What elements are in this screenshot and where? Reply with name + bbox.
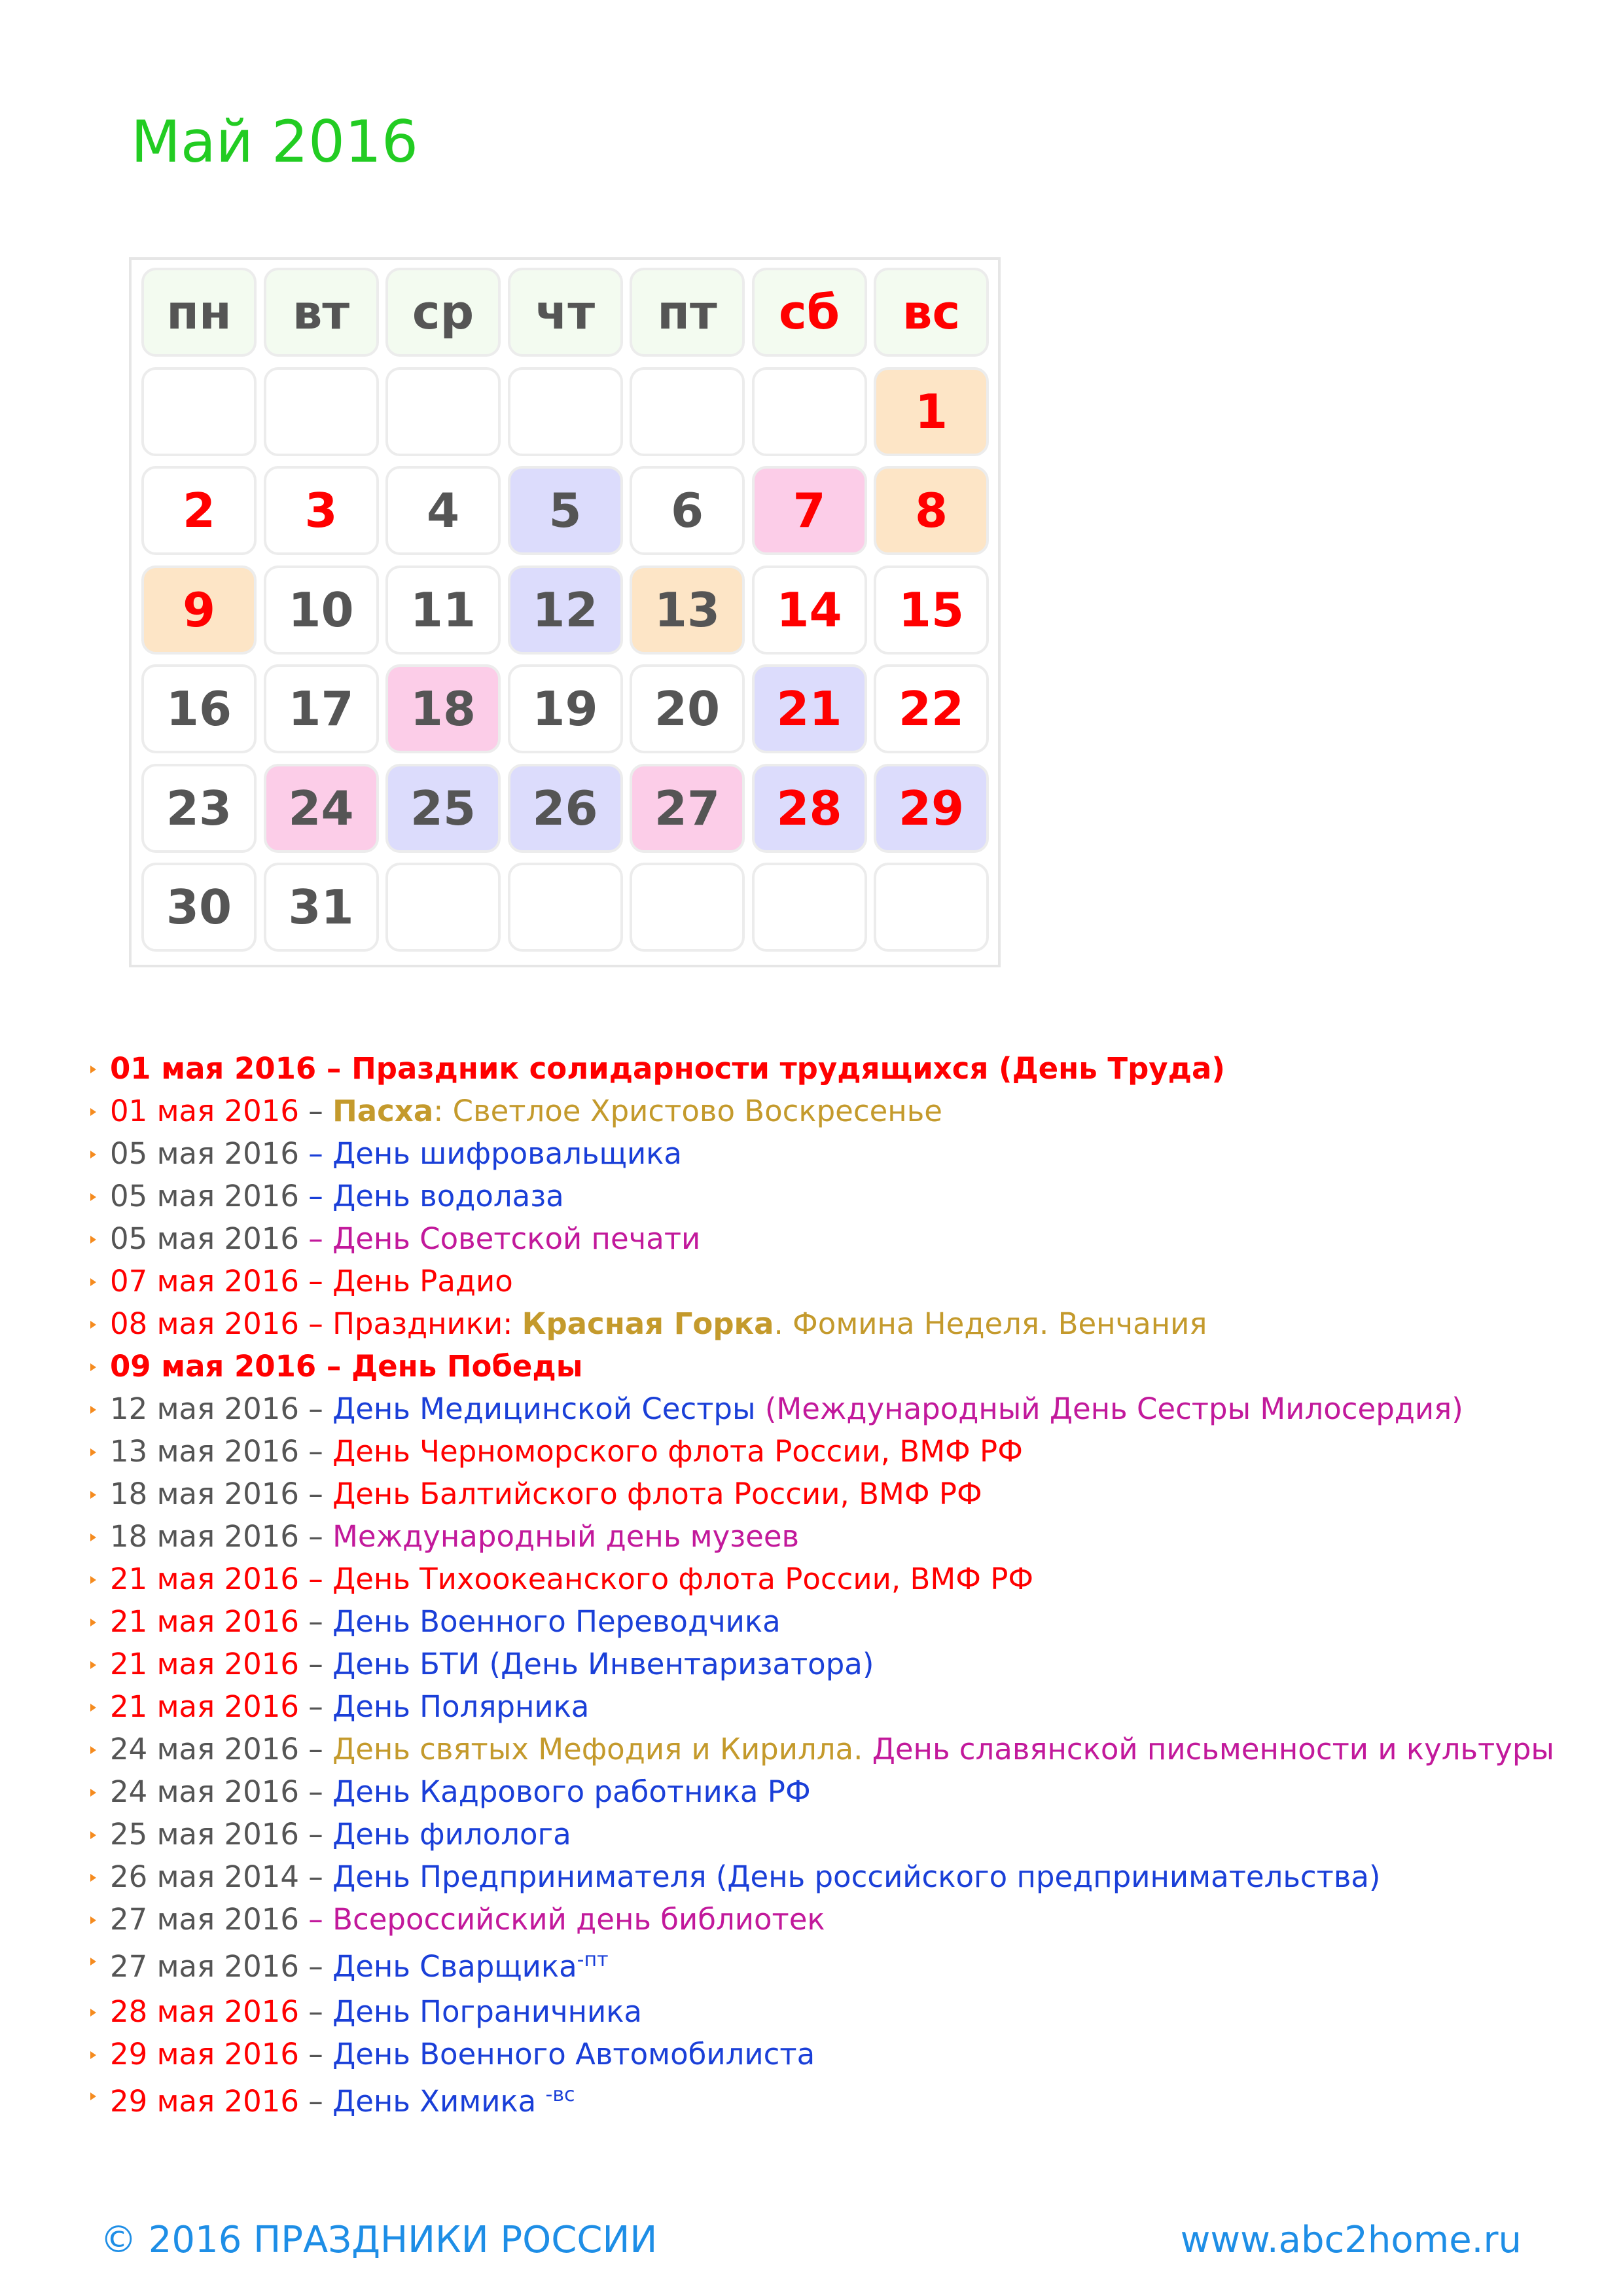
day-cell: 20 xyxy=(630,664,745,753)
event-text: 09 мая 2016 – День Победы xyxy=(110,1349,583,1384)
event-text: – День Советской печати xyxy=(298,1221,701,1256)
event-item xyxy=(90,2075,1554,2125)
day-cell: 24 xyxy=(264,764,379,853)
event-text: День Сварщика xyxy=(332,1949,577,1984)
day-cell: 13 xyxy=(630,565,745,655)
event-text: День Кадрового работника РФ xyxy=(332,1774,811,1809)
event-item xyxy=(90,1856,1554,1898)
event-text: – День водолаза xyxy=(298,1179,564,1213)
event-text: День Полярника xyxy=(332,1689,590,1724)
day-cell: 1 xyxy=(874,367,989,456)
empty-day-cell xyxy=(630,863,745,952)
event-text: (Международный День Сестры Милосердия) xyxy=(764,1391,1463,1426)
event-item xyxy=(90,1132,1554,1175)
empty-day-cell xyxy=(630,367,745,456)
event-text: 05 мая 2016 xyxy=(110,1221,299,1256)
empty-day-cell xyxy=(508,863,623,952)
weekday-header: пн xyxy=(141,268,257,357)
empty-day-cell xyxy=(385,367,501,456)
event-text: День БТИ (День Инвентаризатора) xyxy=(332,1647,874,1681)
event-text: – xyxy=(298,1094,333,1128)
event-text: – xyxy=(298,1604,333,1639)
event-text: – Всероссийский день библиотек xyxy=(308,1902,825,1937)
events-list xyxy=(90,1047,1554,2125)
day-cell: 25 xyxy=(385,764,501,853)
event-text: -пт xyxy=(577,1948,609,1971)
weekday-header: сб xyxy=(752,268,867,357)
event-item xyxy=(90,1600,1554,1643)
event-item xyxy=(90,1090,1554,1132)
day-cell: 4 xyxy=(385,466,501,555)
event-text: День филолога xyxy=(332,1817,571,1852)
day-cell: 26 xyxy=(508,764,623,853)
day-cell: 5 xyxy=(508,466,623,555)
event-item xyxy=(90,1728,1554,1770)
day-cell: 10 xyxy=(264,565,379,655)
day-cell: 7 xyxy=(752,466,867,555)
event-text: Красная Горка xyxy=(522,1306,774,1341)
page-title: Май 2016 xyxy=(131,108,418,175)
event-text: 26 мая 2014 – xyxy=(110,1859,333,1894)
event-text: Международный день музеев xyxy=(332,1519,800,1554)
event-text: 27 мая 2016 – xyxy=(110,1949,333,1984)
empty-day-cell xyxy=(385,863,501,952)
event-item xyxy=(90,1217,1554,1260)
day-cell: 27 xyxy=(630,764,745,853)
event-text: Пасха xyxy=(332,1094,434,1128)
event-text: День Предпринимателя (День российского предпринимательства) xyxy=(332,1859,1381,1894)
event-item xyxy=(90,1685,1554,1728)
event-text: -вс xyxy=(545,2083,575,2106)
day-cell: 18 xyxy=(385,664,501,753)
event-text: 21 мая 2016 xyxy=(110,1689,299,1724)
event-item xyxy=(90,1175,1554,1217)
event-text: 21 мая 2016 – День Тихоокеанского флота России, ВМФ РФ xyxy=(110,1562,1034,1596)
event-text: – xyxy=(298,2084,333,2119)
event-text: 29 мая 2016 xyxy=(110,2084,299,2119)
day-cell: 21 xyxy=(752,664,867,753)
event-text: 28 мая 2016 xyxy=(110,1994,299,2029)
day-cell: 19 xyxy=(508,664,623,753)
event-item xyxy=(90,1770,1554,1813)
event-text: 25 мая 2016 – xyxy=(110,1817,333,1852)
footer-copyright: © 2016 ПРАЗДНИКИ РОССИИ xyxy=(100,2219,658,2261)
event-text: . Фомина Неделя. Венчания xyxy=(774,1306,1207,1341)
day-cell: 3 xyxy=(264,466,379,555)
event-item xyxy=(90,1813,1554,1856)
event-item xyxy=(90,1260,1554,1302)
empty-day-cell xyxy=(141,367,257,456)
day-cell: 14 xyxy=(752,565,867,655)
day-cell: 6 xyxy=(630,466,745,555)
day-cell: 15 xyxy=(874,565,989,655)
day-cell: 16 xyxy=(141,664,257,753)
event-text: 12 мая 2016 – xyxy=(110,1391,333,1426)
empty-day-cell xyxy=(752,367,867,456)
event-item xyxy=(90,1898,1554,1941)
event-text: 18 мая 2016 – xyxy=(110,1519,333,1554)
event-text: День Военного Переводчика xyxy=(332,1604,781,1639)
event-text: – xyxy=(298,1689,333,1724)
event-text: День Военного Автомобилиста xyxy=(332,2037,815,2072)
event-text: 21 мая 2016 xyxy=(110,1647,299,1681)
event-text: – xyxy=(298,1647,333,1681)
day-cell: 9 xyxy=(141,565,257,655)
event-text: – xyxy=(298,1994,333,2029)
event-text: 13 мая 2016 – xyxy=(110,1434,333,1469)
event-item xyxy=(90,1302,1554,1345)
event-item xyxy=(90,1558,1554,1600)
calendar-grid xyxy=(129,257,1001,967)
event-text: День Пограничника xyxy=(332,1994,643,2029)
day-cell: 23 xyxy=(141,764,257,853)
day-cell: 22 xyxy=(874,664,989,753)
day-cell: 12 xyxy=(508,565,623,655)
event-text: День славянской письменности и культуры xyxy=(872,1732,1554,1767)
event-text: День святых Мефодия и Кирилла. xyxy=(332,1732,872,1767)
weekday-header: пт xyxy=(630,268,745,357)
weekday-header: чт xyxy=(508,268,623,357)
event-text: 08 мая 2016 – Праздники: xyxy=(110,1306,522,1341)
footer-website[interactable]: www.abc2home.ru xyxy=(1180,2219,1522,2261)
event-text: 21 мая 2016 xyxy=(110,1604,299,1639)
day-cell: 11 xyxy=(385,565,501,655)
event-text: 27 мая 2016 xyxy=(110,1902,309,1937)
event-text: 29 мая 2016 xyxy=(110,2037,299,2072)
day-cell: 8 xyxy=(874,466,989,555)
day-cell: 17 xyxy=(264,664,379,753)
event-item xyxy=(90,1990,1554,2033)
empty-day-cell xyxy=(874,863,989,952)
event-item xyxy=(90,1047,1554,1090)
event-item xyxy=(90,1515,1554,1558)
event-item xyxy=(90,1388,1554,1430)
empty-day-cell xyxy=(508,367,623,456)
event-text: День Балтийского флота России, ВМФ РФ xyxy=(332,1477,982,1511)
event-text: 24 мая 2016 – xyxy=(110,1732,333,1767)
event-text: – День шифровальщика xyxy=(298,1136,682,1171)
event-text: 01 мая 2016 xyxy=(110,1094,299,1128)
event-text: : Светлое Христово Воскресенье xyxy=(433,1094,942,1128)
event-item xyxy=(90,2033,1554,2075)
event-text: День Медицинской Сестры xyxy=(332,1391,765,1426)
day-cell: 30 xyxy=(141,863,257,952)
weekday-header: вт xyxy=(264,268,379,357)
event-item xyxy=(90,1345,1554,1388)
empty-day-cell xyxy=(752,863,867,952)
day-cell: 31 xyxy=(264,863,379,952)
event-text: 07 мая 2016 – День Радио xyxy=(110,1264,513,1299)
event-text: – xyxy=(298,2037,333,2072)
event-item xyxy=(90,1430,1554,1473)
event-text: 05 мая 2016 xyxy=(110,1136,299,1171)
weekday-header: ср xyxy=(385,268,501,357)
event-text: 05 мая 2016 xyxy=(110,1179,299,1213)
day-cell: 29 xyxy=(874,764,989,853)
event-item xyxy=(90,1643,1554,1685)
event-text: 24 мая 2016 – xyxy=(110,1774,333,1809)
event-text: 18 мая 2016 – xyxy=(110,1477,333,1511)
day-cell: 2 xyxy=(141,466,257,555)
event-item xyxy=(90,1941,1554,1990)
event-text: День Химика xyxy=(332,2084,546,2119)
day-cell: 28 xyxy=(752,764,867,853)
weekday-header: вс xyxy=(874,268,989,357)
event-text: День Черноморского флота России, ВМФ РФ xyxy=(332,1434,1023,1469)
empty-day-cell xyxy=(264,367,379,456)
event-item xyxy=(90,1473,1554,1515)
event-text: 01 мая 2016 – Праздник солидарности трудящихся (День Труда) xyxy=(110,1051,1225,1086)
